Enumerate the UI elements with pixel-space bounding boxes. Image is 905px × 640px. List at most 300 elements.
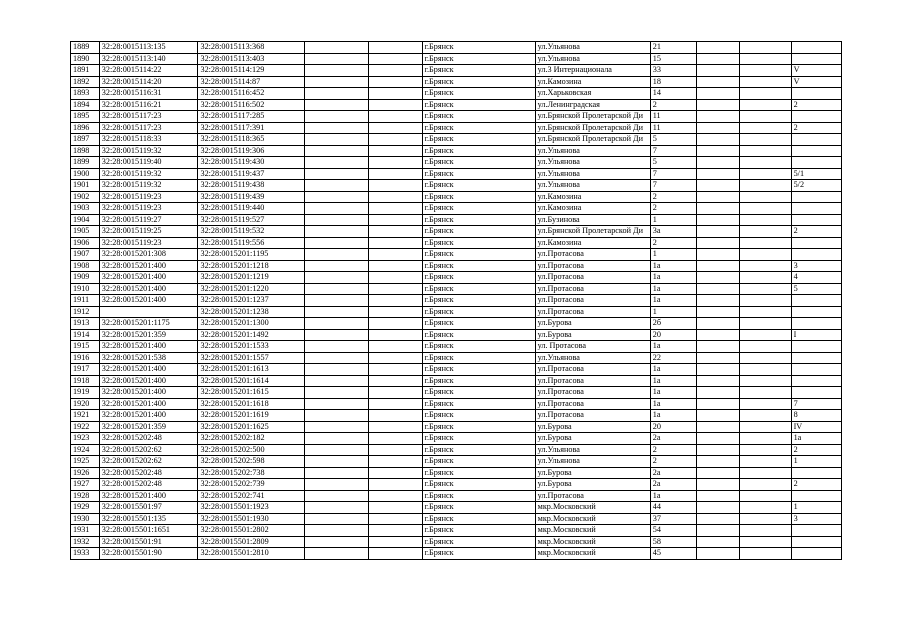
apartment-cell: I [791, 329, 841, 341]
empty-cell [305, 444, 369, 456]
street-cell: мкр.Московский [535, 513, 650, 525]
empty-cell [305, 306, 369, 318]
apartment-cell: V [791, 65, 841, 77]
empty-cell [740, 134, 791, 146]
apartment-cell [791, 145, 841, 157]
empty-cell [697, 375, 740, 387]
object-cadastral-number-cell: 32:28:0015113:403 [198, 53, 305, 65]
street-cell: ул.Ульянова [535, 352, 650, 364]
empty-cell [369, 421, 422, 433]
city-cell: г.Брянск [422, 329, 535, 341]
row-number-cell: 1925 [71, 456, 100, 468]
city-cell: г.Брянск [422, 237, 535, 249]
row-number-cell: 1912 [71, 306, 100, 318]
empty-cell [305, 260, 369, 272]
empty-cell [740, 65, 791, 77]
street-cell: ул.Протасова [535, 295, 650, 307]
street-cell: ул.Брянской Пролетарской Ди [535, 134, 650, 146]
table-row [71, 364, 842, 376]
cadastral-number-cell: 32:28:0015119:23 [99, 237, 198, 249]
empty-cell [369, 536, 422, 548]
empty-cell [369, 479, 422, 491]
object-cadastral-number-cell: 32:28:0015501:2810 [198, 548, 305, 560]
empty-cell [740, 479, 791, 491]
apartment-cell [791, 318, 841, 330]
register-table-body [71, 42, 842, 560]
house-number-cell: 1 [650, 214, 696, 226]
apartment-cell: 2 [791, 226, 841, 238]
empty-cell [305, 318, 369, 330]
empty-cell [697, 134, 740, 146]
empty-cell [697, 421, 740, 433]
row-number-cell: 1910 [71, 283, 100, 295]
empty-cell [305, 548, 369, 560]
street-cell: ул.Ульянова [535, 42, 650, 54]
empty-cell [369, 398, 422, 410]
apartment-cell [791, 341, 841, 353]
object-cadastral-number-cell: 32:28:0015116:502 [198, 99, 305, 111]
house-number-cell: 1а [650, 272, 696, 284]
table-row [71, 53, 842, 65]
object-cadastral-number-cell: 32:28:0015201:1492 [198, 329, 305, 341]
table-row [71, 122, 842, 134]
empty-cell [740, 352, 791, 364]
empty-cell [697, 410, 740, 422]
table-row [71, 249, 842, 261]
apartment-cell [791, 490, 841, 502]
empty-cell [369, 410, 422, 422]
house-number-cell: 18 [650, 76, 696, 88]
cadastral-number-cell: 32:28:0015202:62 [99, 444, 198, 456]
city-cell: г.Брянск [422, 42, 535, 54]
empty-cell [740, 398, 791, 410]
empty-cell [697, 467, 740, 479]
cadastral-number-cell: 32:28:0015201:400 [99, 341, 198, 353]
cadastral-number-cell: 32:28:0015501:91 [99, 536, 198, 548]
cadastral-number-cell: 32:28:0015116:31 [99, 88, 198, 100]
table-row [71, 214, 842, 226]
row-number-cell: 1900 [71, 168, 100, 180]
street-cell: ул.Протасова [535, 260, 650, 272]
apartment-cell [791, 306, 841, 318]
apartment-cell: 1 [791, 502, 841, 514]
row-number-cell: 1928 [71, 490, 100, 502]
empty-cell [305, 203, 369, 215]
empty-cell [369, 490, 422, 502]
object-cadastral-number-cell: 32:28:0015501:2809 [198, 536, 305, 548]
street-cell: мкр.Московский [535, 502, 650, 514]
table-row [71, 490, 842, 502]
city-cell: г.Брянск [422, 168, 535, 180]
city-cell: г.Брянск [422, 260, 535, 272]
object-cadastral-number-cell: 32:28:0015201:1218 [198, 260, 305, 272]
object-cadastral-number-cell: 32:28:0015501:2802 [198, 525, 305, 537]
apartment-cell [791, 53, 841, 65]
row-number-cell: 1903 [71, 203, 100, 215]
empty-cell [369, 272, 422, 284]
empty-cell [697, 398, 740, 410]
object-cadastral-number-cell: 32:28:0015116:452 [198, 88, 305, 100]
house-number-cell: 11 [650, 111, 696, 123]
empty-cell [369, 318, 422, 330]
house-number-cell: 1а [650, 398, 696, 410]
object-cadastral-number-cell: 32:28:0015114:87 [198, 76, 305, 88]
empty-cell [305, 479, 369, 491]
apartment-cell [791, 295, 841, 307]
house-number-cell: 33 [650, 65, 696, 77]
street-cell: ул.Бузинова [535, 214, 650, 226]
apartment-cell: 3 [791, 260, 841, 272]
cadastral-number-cell: 32:28:0015119:32 [99, 180, 198, 192]
house-number-cell: 2 [650, 99, 696, 111]
city-cell: г.Брянск [422, 387, 535, 399]
object-cadastral-number-cell: 32:28:0015201:1557 [198, 352, 305, 364]
empty-cell [305, 364, 369, 376]
empty-cell [697, 548, 740, 560]
apartment-cell [791, 203, 841, 215]
row-number-cell: 1898 [71, 145, 100, 157]
empty-cell [305, 226, 369, 238]
apartment-cell: 8 [791, 410, 841, 422]
cadastral-number-cell: 32:28:0015201:308 [99, 249, 198, 261]
street-cell: ул.Протасова [535, 283, 650, 295]
house-number-cell: 15 [650, 53, 696, 65]
street-cell: ул.Камозина [535, 191, 650, 203]
city-cell: г.Брянск [422, 525, 535, 537]
table-row [71, 479, 842, 491]
apartment-cell: 2 [791, 122, 841, 134]
empty-cell [697, 352, 740, 364]
object-cadastral-number-cell: 32:28:0015119:527 [198, 214, 305, 226]
row-number-cell: 1915 [71, 341, 100, 353]
street-cell: ул.Протасова [535, 490, 650, 502]
row-number-cell: 1905 [71, 226, 100, 238]
empty-cell [305, 168, 369, 180]
row-number-cell: 1931 [71, 525, 100, 537]
table-row [71, 456, 842, 468]
street-cell: ул.Бурова [535, 421, 650, 433]
street-cell: ул.Камозина [535, 237, 650, 249]
cadastral-number-cell: 32:28:0015202:62 [99, 456, 198, 468]
table-row [71, 421, 842, 433]
apartment-cell: 5/1 [791, 168, 841, 180]
empty-cell [697, 157, 740, 169]
cadastral-number-cell: 32:28:0015501:135 [99, 513, 198, 525]
city-cell: г.Брянск [422, 548, 535, 560]
house-number-cell: 2б [650, 318, 696, 330]
empty-cell [369, 226, 422, 238]
empty-cell [369, 525, 422, 537]
object-cadastral-number-cell: 32:28:0015201:1237 [198, 295, 305, 307]
empty-cell [740, 433, 791, 445]
object-cadastral-number-cell: 32:28:0015202:500 [198, 444, 305, 456]
house-number-cell: 14 [650, 88, 696, 100]
object-cadastral-number-cell: 32:28:0015201:1533 [198, 341, 305, 353]
house-number-cell: 3а [650, 226, 696, 238]
row-number-cell: 1923 [71, 433, 100, 445]
empty-cell [697, 191, 740, 203]
house-number-cell: 1а [650, 410, 696, 422]
street-cell: ул.Ульянова [535, 53, 650, 65]
empty-cell [697, 318, 740, 330]
table-row [71, 111, 842, 123]
empty-cell [369, 548, 422, 560]
house-number-cell: 5 [650, 157, 696, 169]
cadastral-number-cell: 32:28:0015202:48 [99, 467, 198, 479]
row-number-cell: 1920 [71, 398, 100, 410]
cadastral-number-cell: 32:28:0015201:400 [99, 295, 198, 307]
table-row [71, 180, 842, 192]
city-cell: г.Брянск [422, 502, 535, 514]
cadastral-number-cell: 32:28:0015117:23 [99, 111, 198, 123]
empty-cell [697, 214, 740, 226]
empty-cell [305, 111, 369, 123]
object-cadastral-number-cell: 32:28:0015201:1219 [198, 272, 305, 284]
empty-cell [305, 525, 369, 537]
empty-cell [740, 249, 791, 261]
object-cadastral-number-cell: 32:28:0015201:1625 [198, 421, 305, 433]
empty-cell [697, 42, 740, 54]
cadastral-number-cell: 32:28:0015501:1651 [99, 525, 198, 537]
cadastral-number-cell: 32:28:0015113:140 [99, 53, 198, 65]
row-number-cell: 1911 [71, 295, 100, 307]
row-number-cell: 1906 [71, 237, 100, 249]
city-cell: г.Брянск [422, 306, 535, 318]
object-cadastral-number-cell: 32:28:0015119:532 [198, 226, 305, 238]
object-cadastral-number-cell: 32:28:0015113:368 [198, 42, 305, 54]
row-number-cell: 1895 [71, 111, 100, 123]
empty-cell [740, 410, 791, 422]
empty-cell [697, 536, 740, 548]
empty-cell [305, 375, 369, 387]
empty-cell [305, 157, 369, 169]
house-number-cell: 1а [650, 341, 696, 353]
street-cell: ул.Харьковская [535, 88, 650, 100]
street-cell: ул.Бурова [535, 329, 650, 341]
street-cell: мкр.Московский [535, 525, 650, 537]
house-number-cell: 21 [650, 42, 696, 54]
cadastral-number-cell: 32:28:0015119:23 [99, 203, 198, 215]
apartment-cell [791, 157, 841, 169]
house-number-cell: 58 [650, 536, 696, 548]
table-row [71, 306, 842, 318]
apartment-cell [791, 352, 841, 364]
house-number-cell: 5 [650, 134, 696, 146]
empty-cell [305, 410, 369, 422]
object-cadastral-number-cell: 32:28:0015201:1618 [198, 398, 305, 410]
row-number-cell: 1902 [71, 191, 100, 203]
object-cadastral-number-cell: 32:28:0015202:741 [198, 490, 305, 502]
table-row [71, 88, 842, 100]
empty-cell [369, 53, 422, 65]
house-number-cell: 1а [650, 375, 696, 387]
empty-cell [305, 214, 369, 226]
cadastral-number-cell: 32:28:0015201:400 [99, 260, 198, 272]
street-cell: ул.Протасова [535, 387, 650, 399]
empty-cell [740, 502, 791, 514]
empty-cell [369, 191, 422, 203]
city-cell: г.Брянск [422, 76, 535, 88]
empty-cell [369, 364, 422, 376]
table-row [71, 203, 842, 215]
apartment-cell [791, 249, 841, 261]
empty-cell [697, 433, 740, 445]
empty-cell [305, 387, 369, 399]
house-number-cell: 7 [650, 180, 696, 192]
object-cadastral-number-cell: 32:28:0015201:1615 [198, 387, 305, 399]
row-number-cell: 1893 [71, 88, 100, 100]
city-cell: г.Брянск [422, 513, 535, 525]
house-number-cell: 1а [650, 295, 696, 307]
empty-cell [697, 387, 740, 399]
cadastral-number-cell: 32:28:0015119:23 [99, 191, 198, 203]
empty-cell [369, 237, 422, 249]
empty-cell [697, 525, 740, 537]
city-cell: г.Брянск [422, 456, 535, 468]
house-number-cell: 2 [650, 237, 696, 249]
table-row [71, 467, 842, 479]
cadastral-number-cell: 32:28:0015201:400 [99, 398, 198, 410]
house-number-cell: 1 [650, 249, 696, 261]
table-row [71, 283, 842, 295]
house-number-cell: 2 [650, 456, 696, 468]
house-number-cell: 7 [650, 145, 696, 157]
house-number-cell: 54 [650, 525, 696, 537]
apartment-cell: IV [791, 421, 841, 433]
empty-cell [740, 99, 791, 111]
house-number-cell: 2 [650, 203, 696, 215]
empty-cell [740, 122, 791, 134]
empty-cell [369, 387, 422, 399]
empty-cell [305, 191, 369, 203]
empty-cell [305, 502, 369, 514]
object-cadastral-number-cell: 32:28:0015119:437 [198, 168, 305, 180]
table-row [71, 76, 842, 88]
city-cell: г.Брянск [422, 479, 535, 491]
empty-cell [369, 76, 422, 88]
empty-cell [740, 525, 791, 537]
apartment-cell [791, 42, 841, 54]
row-number-cell: 1922 [71, 421, 100, 433]
empty-cell [305, 329, 369, 341]
street-cell: ул.Брянской Пролетарской Ди [535, 122, 650, 134]
empty-cell [305, 145, 369, 157]
empty-cell [740, 203, 791, 215]
apartment-cell [791, 375, 841, 387]
empty-cell [369, 180, 422, 192]
street-cell: мкр.Московский [535, 536, 650, 548]
city-cell: г.Брянск [422, 249, 535, 261]
city-cell: г.Брянск [422, 352, 535, 364]
empty-cell [740, 295, 791, 307]
house-number-cell: 2а [650, 479, 696, 491]
cadastral-number-cell: 32:28:0015201:359 [99, 329, 198, 341]
cadastral-number-cell: 32:28:0015201:400 [99, 410, 198, 422]
empty-cell [740, 237, 791, 249]
empty-cell [740, 168, 791, 180]
empty-cell [697, 53, 740, 65]
table-row [71, 433, 842, 445]
table-row [71, 272, 842, 284]
street-cell: ул.Протасова [535, 249, 650, 261]
empty-cell [305, 180, 369, 192]
city-cell: г.Брянск [422, 444, 535, 456]
street-cell: ул.Протасова [535, 375, 650, 387]
empty-cell [740, 421, 791, 433]
empty-cell [740, 306, 791, 318]
apartment-cell [791, 536, 841, 548]
house-number-cell: 2а [650, 433, 696, 445]
house-number-cell: 22 [650, 352, 696, 364]
empty-cell [697, 122, 740, 134]
street-cell: ул.Ульянова [535, 444, 650, 456]
empty-cell [697, 260, 740, 272]
table-row [71, 318, 842, 330]
empty-cell [305, 398, 369, 410]
object-cadastral-number-cell: 32:28:0015201:1220 [198, 283, 305, 295]
cadastral-number-cell: 32:28:0015119:27 [99, 214, 198, 226]
apartment-cell: 2 [791, 99, 841, 111]
empty-cell [740, 456, 791, 468]
register-table [70, 41, 842, 560]
table-row [71, 42, 842, 54]
street-cell: ул.Ульянова [535, 168, 650, 180]
empty-cell [305, 352, 369, 364]
empty-cell [369, 502, 422, 514]
empty-cell [369, 260, 422, 272]
table-row [71, 260, 842, 272]
row-number-cell: 1907 [71, 249, 100, 261]
cadastral-number-cell: 32:28:0015201:538 [99, 352, 198, 364]
street-cell: ул.Протасова [535, 306, 650, 318]
empty-cell [697, 456, 740, 468]
apartment-cell [791, 134, 841, 146]
city-cell: г.Брянск [422, 283, 535, 295]
street-cell: ул.Ульянова [535, 145, 650, 157]
row-number-cell: 1909 [71, 272, 100, 284]
apartment-cell: 3 [791, 513, 841, 525]
table-row [71, 134, 842, 146]
apartment-cell [791, 88, 841, 100]
empty-cell [697, 502, 740, 514]
object-cadastral-number-cell: 32:28:0015201:1195 [198, 249, 305, 261]
house-number-cell: 1а [650, 387, 696, 399]
empty-cell [740, 387, 791, 399]
empty-cell [369, 467, 422, 479]
cadastral-number-cell: 32:28:0015201:359 [99, 421, 198, 433]
empty-cell [740, 180, 791, 192]
street-cell: ул.Камозина [535, 203, 650, 215]
empty-cell [740, 191, 791, 203]
empty-cell [369, 433, 422, 445]
cadastral-number-cell: 32:28:0015113:135 [99, 42, 198, 54]
empty-cell [697, 76, 740, 88]
object-cadastral-number-cell: 32:28:0015119:306 [198, 145, 305, 157]
empty-cell [740, 272, 791, 284]
table-row [71, 352, 842, 364]
cadastral-number-cell: 32:28:0015118:33 [99, 134, 198, 146]
object-cadastral-number-cell: 32:28:0015201:1300 [198, 318, 305, 330]
cadastral-number-cell: 32:28:0015117:23 [99, 122, 198, 134]
cadastral-number-cell: 32:28:0015119:32 [99, 145, 198, 157]
empty-cell [697, 168, 740, 180]
apartment-cell: 4 [791, 272, 841, 284]
row-number-cell: 1890 [71, 53, 100, 65]
street-cell: ул.Камозина [535, 76, 650, 88]
object-cadastral-number-cell: 32:28:0015202:738 [198, 467, 305, 479]
object-cadastral-number-cell: 32:28:0015117:391 [198, 122, 305, 134]
empty-cell [740, 283, 791, 295]
